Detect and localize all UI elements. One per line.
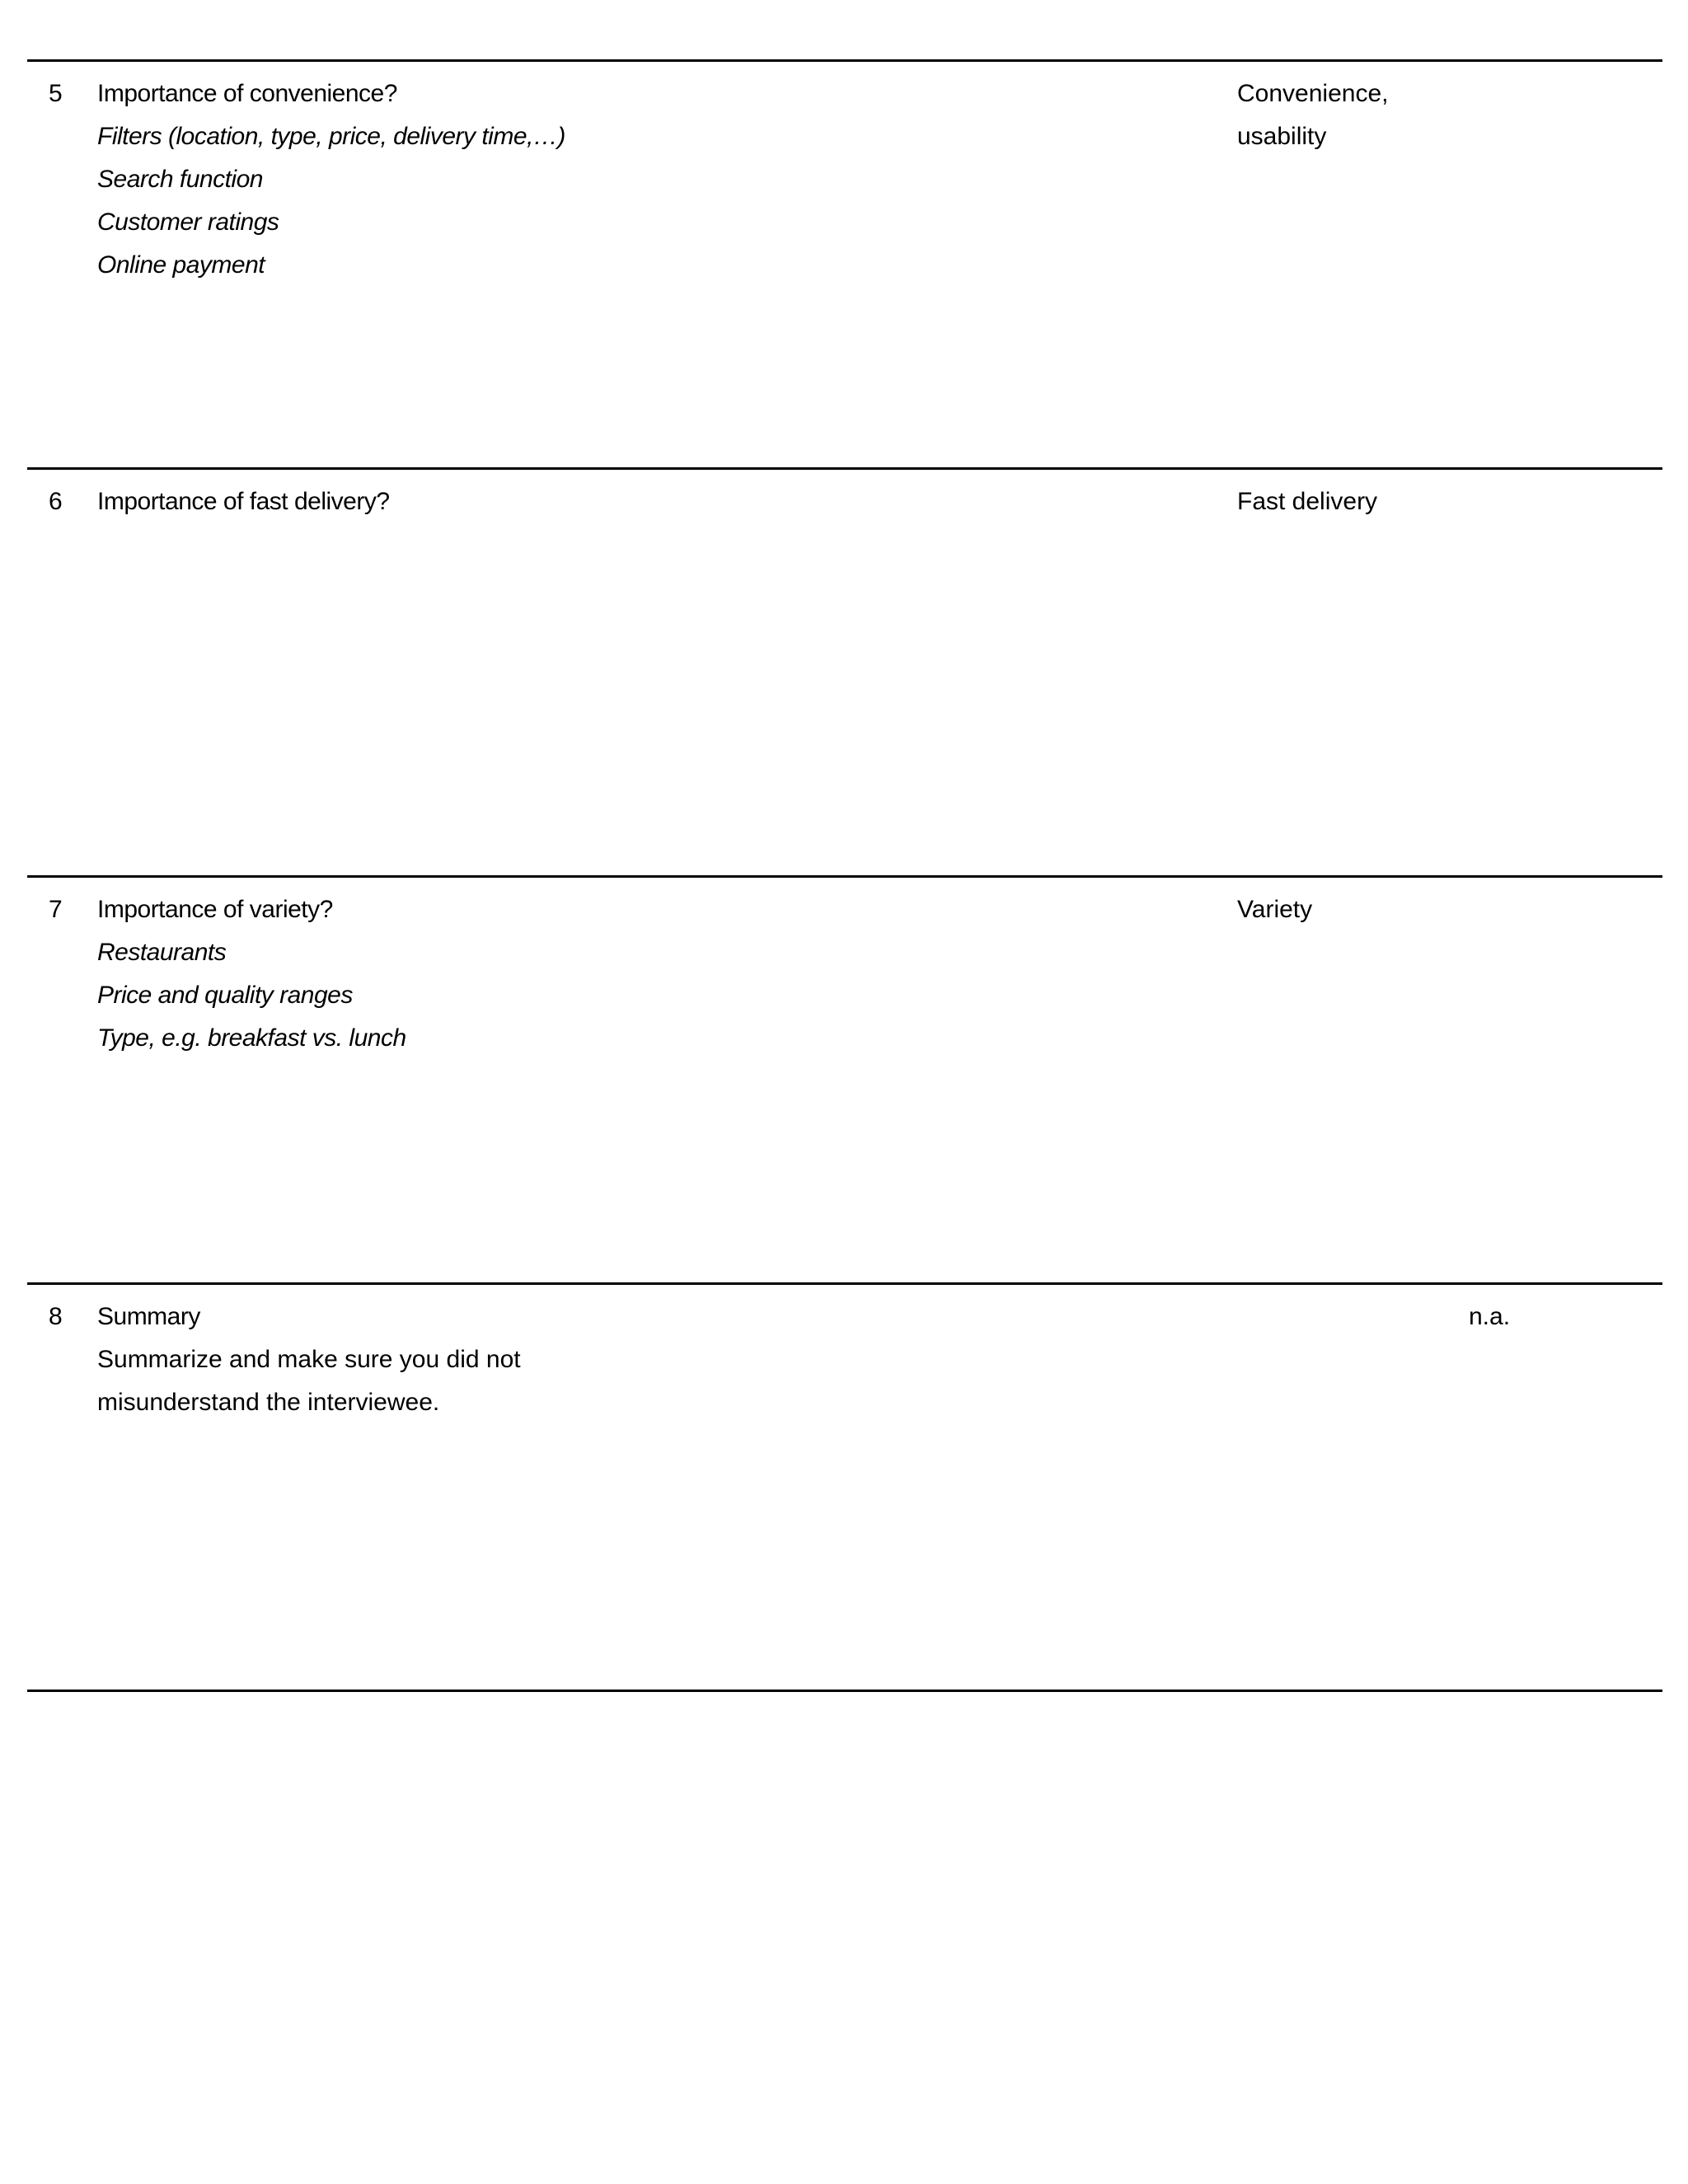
- question-heading: Summary: [97, 1303, 200, 1330]
- topic-line: Convenience,: [1237, 80, 1389, 107]
- question-heading: Importance of variety?: [97, 896, 333, 923]
- question-cell: [97, 888, 1086, 1060]
- question-number: 7: [49, 896, 63, 923]
- table-row: [27, 469, 1662, 873]
- question-cell: [97, 480, 1086, 523]
- topic-cell: [1237, 73, 1567, 158]
- table-row: [27, 61, 1662, 465]
- question-cell: [97, 73, 1086, 287]
- prompt-item: Type, e.g. breakfast vs. lunch: [97, 1024, 406, 1052]
- question-heading: Importance of fast delivery?: [97, 488, 390, 515]
- prompt-item: Restaurants: [97, 939, 227, 966]
- prompt-item: Price and quality ranges: [97, 982, 353, 1009]
- table-row: [27, 877, 1662, 1281]
- topic-cell: [1237, 480, 1567, 523]
- prompt-item: Customer ratings: [97, 209, 279, 236]
- question-cell: [97, 1296, 1086, 1424]
- question-number: 6: [49, 488, 63, 515]
- topic-cell: [1237, 888, 1567, 931]
- topic-cell: n.a.: [1469, 1303, 1511, 1330]
- topic-line: Variety: [1237, 896, 1313, 923]
- note-line: misunderstand the interviewee.: [97, 1389, 440, 1416]
- prompt-item: Online payment: [97, 251, 265, 279]
- table-row: [27, 1284, 1662, 1688]
- question-heading: Importance of convenience?: [97, 80, 397, 107]
- topic-line: Fast delivery: [1237, 488, 1378, 515]
- prompt-item: Search function: [97, 166, 263, 193]
- note-line: Summarize and make sure you did not: [97, 1346, 521, 1373]
- question-number: 5: [49, 80, 63, 107]
- table-bottom-rule: [27, 1690, 1662, 1692]
- question-number: 8: [49, 1303, 63, 1330]
- topic-line: usability: [1237, 123, 1327, 150]
- prompt-item: Filters (location, type, price, delivery time,…): [97, 123, 565, 150]
